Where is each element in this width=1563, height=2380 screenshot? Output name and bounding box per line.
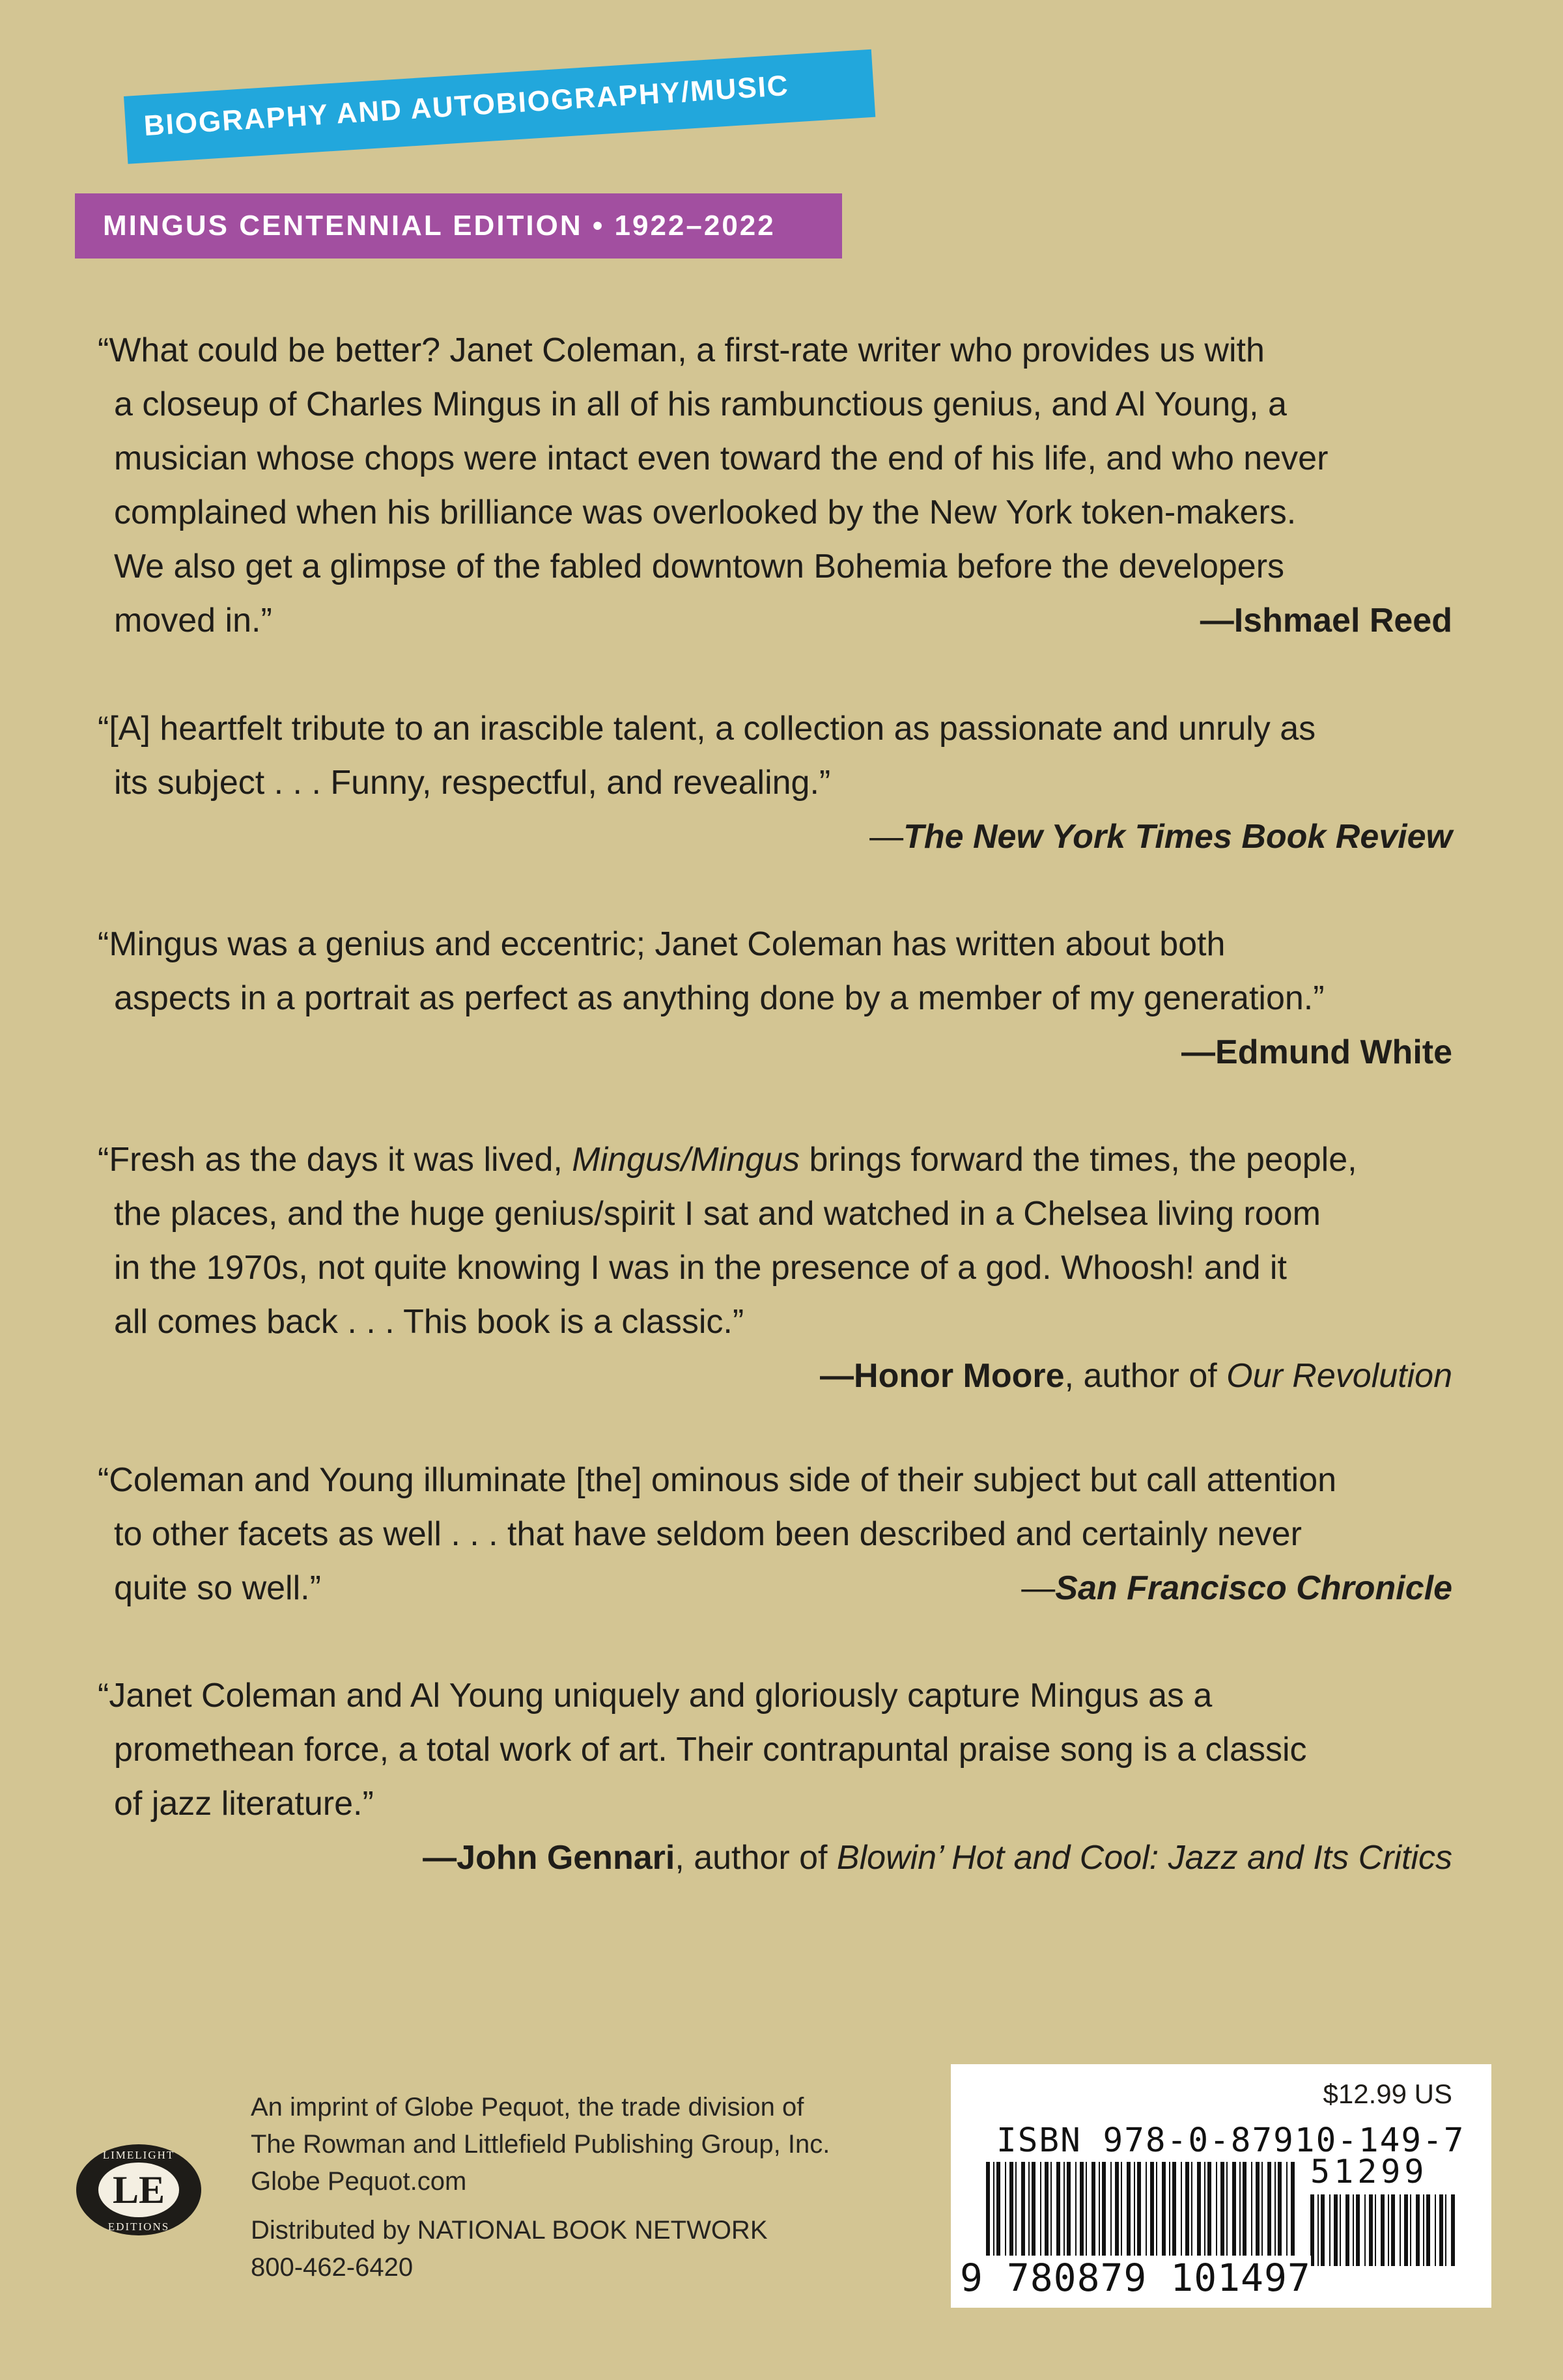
barcode-bar xyxy=(1364,2194,1366,2266)
blurb-edmund-white xyxy=(98,917,1452,1080)
barcode-bar xyxy=(1040,2162,1041,2266)
barcode-bar xyxy=(1445,2194,1446,2266)
quote-line: “Janet Coleman and Al Young uniquely and gloriously capture Mingus as a xyxy=(98,1677,1213,1715)
barcode-bar xyxy=(1067,2162,1071,2266)
barcode-bar xyxy=(1334,2194,1338,2266)
quote-line: in the 1970s, not quite knowing I was in the presence of a god. Whoosh! and it xyxy=(114,1249,1287,1287)
barcode-bar xyxy=(1005,2162,1006,2266)
barcode-bar xyxy=(1191,2162,1192,2266)
barcode-bar xyxy=(996,2162,1000,2266)
quote-line: complained when his brilliance was overlooked by the New York token-makers. xyxy=(114,494,1297,531)
barcode-bar xyxy=(1185,2162,1189,2266)
barcode-bar xyxy=(1340,2194,1341,2266)
barcode-bar xyxy=(1451,2194,1455,2266)
barcode-bar xyxy=(1286,2162,1288,2266)
isbn: ISBN 978-0-87910-149-7 xyxy=(996,2121,1465,2160)
phone-number: 800-462-6420 xyxy=(251,2253,414,2282)
quote-line: quite so well.” xyxy=(114,1569,321,1607)
quote-line: to other facets as well . . . that have seldom been described and certainly never xyxy=(114,1515,1302,1553)
logo-mark: LE xyxy=(112,2168,165,2211)
distributor-line: Distributed by NATIONAL BOOK NETWORK xyxy=(251,2216,768,2245)
edition-label: MINGUS CENTENNIAL EDITION • 1922–2022 xyxy=(103,210,776,242)
barcode-bar xyxy=(1121,2162,1122,2266)
barcode-bar xyxy=(1369,2194,1373,2266)
limelight-editions-logo xyxy=(74,2141,204,2239)
barcode-bar xyxy=(1391,2194,1395,2266)
edition-tag xyxy=(75,193,842,259)
barcode-bar xyxy=(1162,2162,1166,2266)
attribution: —Ishmael Reed xyxy=(1200,602,1452,639)
barcode-bar xyxy=(1216,2162,1217,2266)
quote-line: moved in.” xyxy=(114,602,272,639)
attribution: —Honor Moore, author of Our Revolution xyxy=(820,1357,1452,1395)
barcode-bar xyxy=(1321,2194,1325,2266)
barcode-bar xyxy=(1102,2162,1106,2266)
barcode-bar xyxy=(1099,2162,1100,2266)
barcode-bar xyxy=(1232,2162,1236,2266)
barcode-bar xyxy=(1220,2162,1224,2266)
blurb-ishmael-reed xyxy=(98,324,1452,648)
quote-line: its subject . . . Funny, respectful, and revealing.” xyxy=(114,764,831,802)
attribution: —Edmund White xyxy=(1181,1033,1452,1071)
barcode-bar xyxy=(1278,2162,1282,2266)
quote-line: of jazz literature.” xyxy=(114,1785,374,1823)
barcode-bar xyxy=(1274,2162,1276,2266)
barcode-bar xyxy=(1439,2194,1443,2266)
publisher-website: Globe Pequot.com xyxy=(251,2167,467,2196)
barcode-bar xyxy=(1375,2194,1376,2266)
barcode-bar xyxy=(1032,2162,1035,2266)
barcode-bar xyxy=(1056,2162,1060,2266)
quote-line: aspects in a portrait as perfect as anything done by a member of my generation.” xyxy=(114,979,1325,1017)
barcode-bar xyxy=(1226,2162,1228,2266)
barcode-bar xyxy=(1091,2162,1095,2266)
barcode-bar xyxy=(1243,2162,1246,2266)
barcode-bar xyxy=(1181,2162,1182,2266)
ean-digits: 9 780879 101497 xyxy=(960,2256,1311,2300)
barcode-bar xyxy=(1435,2194,1436,2266)
quote-line: all comes back . . . This book is a classic.” xyxy=(114,1303,744,1341)
quote-line: “Mingus was a genius and eccentric; Janet Coleman has written about both xyxy=(98,925,1226,963)
barcode-bar xyxy=(1150,2162,1154,2266)
barcode-bar xyxy=(1146,2162,1147,2266)
publisher-info xyxy=(251,2089,830,2286)
quote-line: musician whose chops were intact even toward the end of his life, and who never xyxy=(114,440,1329,477)
logo-bottom-text: EDITIONS xyxy=(107,2220,170,2233)
barcode-bar xyxy=(1353,2194,1354,2266)
barcode-bar xyxy=(1329,2194,1331,2266)
quote-line: We also get a glimpse of the fabled downtown Bohemia before the developers xyxy=(114,548,1285,585)
barcode-bar xyxy=(1075,2162,1077,2266)
barcode-bar xyxy=(1400,2194,1401,2266)
category-label: BIOGRAPHY AND AUTOBIOGRAPHY/MUSIC xyxy=(143,69,791,143)
imprint-line: An imprint of Globe Pequot, the trade division of xyxy=(251,2093,804,2121)
barcode-bar xyxy=(1009,2162,1013,2266)
barcode-bar xyxy=(1416,2194,1420,2266)
barcode-bar xyxy=(1137,2162,1141,2266)
barcode-bar xyxy=(1110,2162,1112,2266)
blurb-sf-chronicle xyxy=(98,1453,1452,1616)
attribution: —The New York Times Book Review xyxy=(869,818,1452,856)
barcode-bar xyxy=(1134,2162,1135,2266)
barcode-bar xyxy=(986,2162,990,2266)
quote-line: “Fresh as the days it was lived, Mingus/Mingus brings forward the times, the people, xyxy=(98,1141,1357,1179)
barcode-bar xyxy=(1169,2162,1170,2266)
barcode-bar xyxy=(1256,2162,1260,2266)
barcode-bar xyxy=(1207,2162,1211,2266)
barcode-bar xyxy=(1172,2162,1176,2266)
barcode-bar xyxy=(1423,2194,1424,2266)
barcode-bar xyxy=(1115,2162,1119,2266)
barcode-bar xyxy=(1404,2194,1408,2266)
barcode-bar xyxy=(1050,2162,1052,2266)
quote-line: promethean force, a total work of art. Their contrapuntal praise song is a classic xyxy=(114,1731,1307,1769)
barcode-bar xyxy=(1251,2162,1252,2266)
barcode-panel xyxy=(951,2064,1491,2308)
logo-top-text: LIMELIGHT xyxy=(102,2149,175,2161)
barcode-bar xyxy=(1261,2162,1263,2266)
barcode-bar xyxy=(1127,2162,1131,2266)
quote-line: a closeup of Charles Mingus in all of his rambunctious genius, and Al Young, a xyxy=(114,385,1287,423)
category-tag xyxy=(124,49,875,164)
barcode-bar xyxy=(1028,2162,1030,2266)
barcode-bar xyxy=(1063,2162,1065,2266)
blurb-john-gennari xyxy=(98,1669,1452,1885)
barcode-bar xyxy=(1021,2162,1025,2266)
barcode-bar xyxy=(1356,2194,1360,2266)
quote-line: “Coleman and Young illuminate [the] ominous side of their subject but call attention xyxy=(98,1461,1337,1499)
barcode-bar xyxy=(1345,2194,1349,2266)
barcode-bar xyxy=(1086,2162,1087,2266)
imprint-line: The Rowman and Littlefield Publishing Group, Inc. xyxy=(251,2130,830,2159)
barcode-bar xyxy=(1045,2162,1049,2266)
addon-barcode xyxy=(1308,2194,1457,2266)
quote-line: “[A] heartfelt tribute to an irascible talent, a collection as passionate and unruly as xyxy=(98,710,1316,748)
ean-barcode xyxy=(983,2162,1296,2266)
barcode-bar xyxy=(1310,2194,1314,2266)
barcode-bar xyxy=(993,2162,994,2266)
addon-digits: 51299 xyxy=(1310,2153,1428,2191)
barcode-bar xyxy=(1239,2162,1241,2266)
barcode-bar xyxy=(1388,2194,1389,2266)
price: $12.99 US xyxy=(1323,2079,1452,2109)
barcode-bar xyxy=(1204,2162,1205,2266)
barcode-bar xyxy=(1410,2194,1411,2266)
barcode-bar xyxy=(1156,2162,1157,2266)
barcode-bar xyxy=(1080,2162,1084,2266)
quote-line: the places, and the huge genius/spirit I sat and watched in a Chelsea living room xyxy=(114,1195,1321,1233)
barcode-bar xyxy=(1015,2162,1017,2266)
barcode-bar xyxy=(1317,2194,1319,2266)
blurb-honor-moore xyxy=(98,1133,1452,1403)
blurb-nyt xyxy=(98,702,1452,864)
attribution: —San Francisco Chronicle xyxy=(1021,1569,1452,1607)
barcode-bar xyxy=(1197,2162,1201,2266)
barcode-bar xyxy=(1267,2162,1271,2266)
barcode-bar xyxy=(1426,2194,1430,2266)
barcode-bar xyxy=(1291,2162,1295,2266)
attribution: —John Gennari, author of Blowin’ Hot and Cool: Jazz and Its Critics xyxy=(423,1839,1452,1877)
quote-line: “What could be better? Janet Coleman, a first-rate writer who provides us with xyxy=(98,331,1265,369)
barcode-bar xyxy=(1381,2194,1385,2266)
